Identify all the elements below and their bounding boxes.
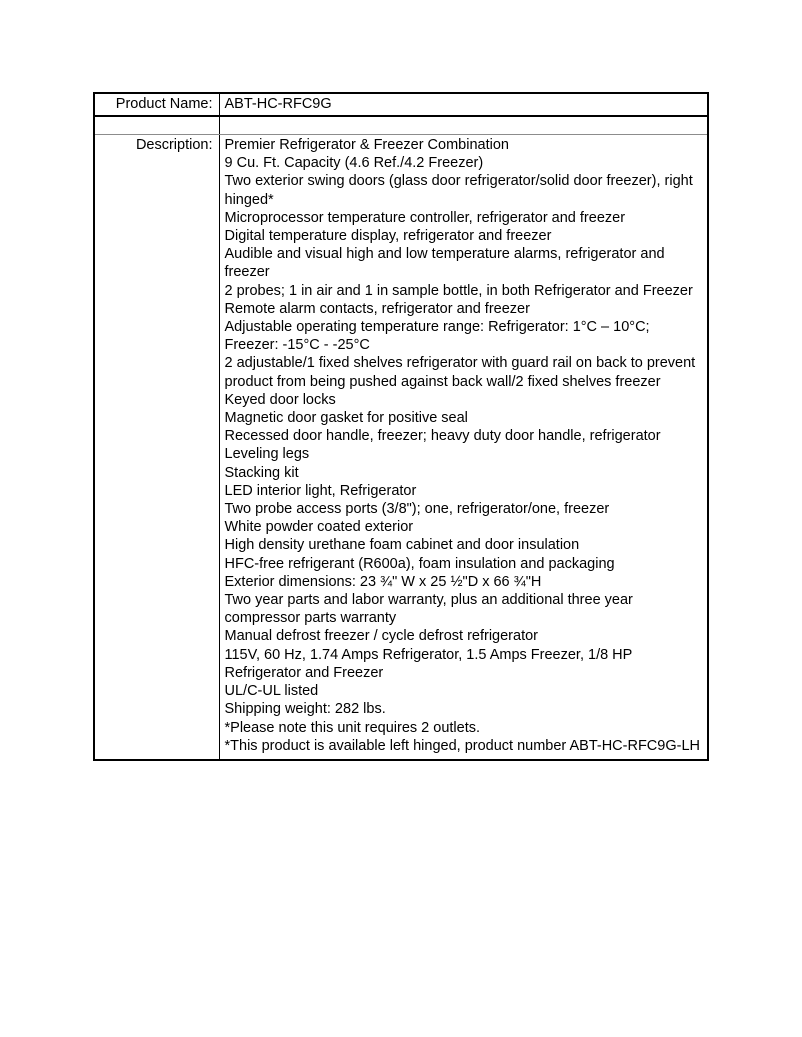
description-line: Shipping weight: 282 lbs. xyxy=(224,701,386,718)
table-row-product-name xyxy=(94,93,708,116)
description-line: White powder coated exterior xyxy=(224,519,414,536)
description-line: Magnetic door gasket for positive seal xyxy=(224,410,468,427)
description-line: Premier Refrigerator & Freezer Combination xyxy=(224,137,509,153)
description-line: Two year parts and labor warranty, plus an additional three year compressor parts warranty xyxy=(224,592,637,627)
description-line: *This product is available left hinged, product number ABT-HC-RFC9G-LH xyxy=(224,737,700,754)
description-line: Exterior dimensions: 23 ¾" W x 25 ½"D x 66 ¾"H xyxy=(224,573,542,590)
spacer-label xyxy=(95,117,219,118)
product-name-label: Product Name: xyxy=(115,96,213,112)
description-line: Manual defrost freezer / cycle defrost refrigerator xyxy=(224,628,538,645)
spacer-label-cell xyxy=(94,116,219,135)
description-line: UL/C-UL listed xyxy=(224,683,319,700)
spacer-value-cell xyxy=(219,116,708,135)
product-spec-table xyxy=(93,92,709,761)
description-line: Recessed door handle, freezer; heavy duty door handle, refrigerator xyxy=(224,428,661,445)
description-value-cell xyxy=(219,135,708,760)
description-line: Two exterior swing doors (glass door refrigerator/solid door freezer), right hinged* xyxy=(224,173,697,208)
description-line: *Please note this unit requires 2 outlets. xyxy=(224,719,481,736)
description-line: 2 probes; 1 in air and 1 in sample bottle, in both Refrigerator and Freezer xyxy=(224,282,693,299)
product-name-value-cell xyxy=(219,93,708,116)
spacer-value xyxy=(220,117,708,118)
description-line: Leveling legs xyxy=(224,446,310,463)
description-line: Two probe access ports (3/8"); one, refrigerator/one, freezer xyxy=(224,501,610,518)
description-label: Description: xyxy=(135,137,213,153)
product-name-label-cell xyxy=(94,93,219,116)
description-label-cell xyxy=(94,135,219,760)
table-row-description xyxy=(94,135,708,760)
description-line: Digital temperature display, refrigerator and freezer xyxy=(224,228,552,245)
description-list xyxy=(220,135,708,759)
description-line: HFC-free refrigerant (R600a), foam insulation and packaging xyxy=(224,555,615,572)
description-line: Keyed door locks xyxy=(224,391,336,408)
description-line: 115V, 60 Hz, 1.74 Amps Refrigerator, 1.5 Amps Freezer, 1/8 HP Refrigerator and Freezer xyxy=(224,646,637,681)
description-line: Adjustable operating temperature range: Refrigerator: 1°C – 10°C; Freezer: -15°C - -25°C xyxy=(224,319,654,354)
description-line: Audible and visual high and low temperature alarms, refrigerator and freezer xyxy=(224,246,669,281)
description-line: 9 Cu. Ft. Capacity (4.6 Ref./4.2 Freezer) xyxy=(224,155,484,172)
description-line: 2 adjustable/1 fixed shelves refrigerator with guard rail on back to prevent product from being pushed against back wall/2 fixed shelves freezer xyxy=(224,355,700,390)
table-row-spacer xyxy=(94,116,708,135)
description-line: Microprocessor temperature controller, refrigerator and freezer xyxy=(224,209,626,226)
product-name-value: ABT-HC-RFC9G xyxy=(224,96,332,112)
description-line: Remote alarm contacts, refrigerator and freezer xyxy=(224,300,530,317)
description-line: High density urethane foam cabinet and door insulation xyxy=(224,537,580,554)
description-line: LED interior light, Refrigerator xyxy=(224,482,417,499)
description-line: Stacking kit xyxy=(224,464,299,481)
